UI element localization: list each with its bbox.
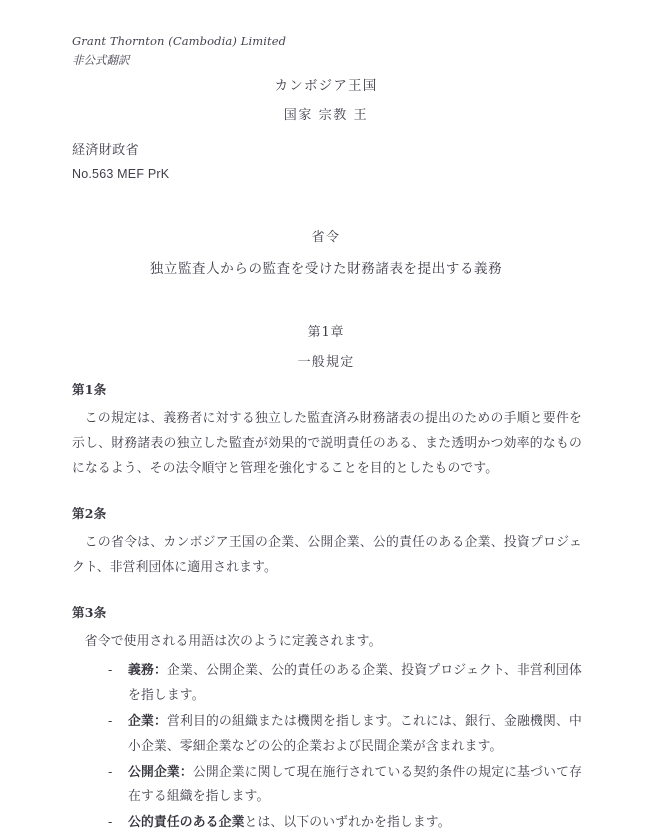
list-item xyxy=(72,659,582,709)
list-item xyxy=(72,761,582,811)
article-heading-1: 第1条 xyxy=(72,382,107,397)
bullet-dash: - xyxy=(108,662,113,678)
article-body-3: 省令で使用される用語は次のように定義されます。 xyxy=(84,633,382,649)
letterhead xyxy=(72,33,286,68)
decree-title: 独立監査人からの監査を受けた財務諸表を提出する義務 xyxy=(149,261,503,277)
definition-text: 営利目的の組織または機関を指します。これには、銀行、金融機関、中小企業、零細企業などの公的企業および民間企業が含まれます。 xyxy=(128,713,583,754)
definition-term: 義務： xyxy=(128,662,168,678)
company-name: Grant Thornton (Cambodia) Limited xyxy=(72,34,287,48)
chapter-number: 第1章 xyxy=(307,325,345,340)
article-heading-2: 第2条 xyxy=(72,505,107,521)
definition-term: 公開企業： xyxy=(128,764,193,780)
definition-term: 企業： xyxy=(128,713,168,729)
document-number: No.563 MEF PrK xyxy=(72,167,170,181)
definition-term: 公的責任のある企業 xyxy=(128,815,245,831)
national-motto: 国家 宗教 王 xyxy=(283,108,369,123)
chapter-title: 一般規定 xyxy=(297,355,355,370)
ministry-name: 経済財政省 xyxy=(72,143,140,158)
translation-note: 非公式翻訳 xyxy=(72,52,130,67)
kingdom-name: カンボジア王国 xyxy=(274,78,378,94)
article-body-1: この規定は、義務者に対する独立した監査済み財務諸表の提出のための手順と要件を示し、財務諸表の独立した監査が効果的で説明責任のある、また透明かつ効率的なものになるよう、その法令順守と管理を強化することを目的としたものです。 xyxy=(72,411,582,476)
definition-list xyxy=(72,659,582,837)
bullet-dash: - xyxy=(108,713,113,729)
definition-text: 公開企業に関して現在施行されている契約条件の規定に基づいて存在する組織を指します。 xyxy=(128,764,583,805)
bullet-dash: - xyxy=(108,764,113,780)
document-body xyxy=(72,380,582,837)
decree-label: 省令 xyxy=(311,230,341,245)
definition-text: 企業、公開企業、公的責任のある企業、投資プロジェクト、非営利団体を指します。 xyxy=(128,662,582,703)
article-heading-3: 第3条 xyxy=(72,604,107,620)
bullet-dash: - xyxy=(108,815,113,831)
article-body-2: この省令は、カンボジア王国の企業、公開企業、公的責任のある企業、投資プロジェクト、非営利団体に適用されます。 xyxy=(72,534,582,575)
definition-text: とは、以下のいずれかを指します。 xyxy=(244,815,451,831)
list-item xyxy=(72,811,582,836)
list-item xyxy=(72,710,582,760)
